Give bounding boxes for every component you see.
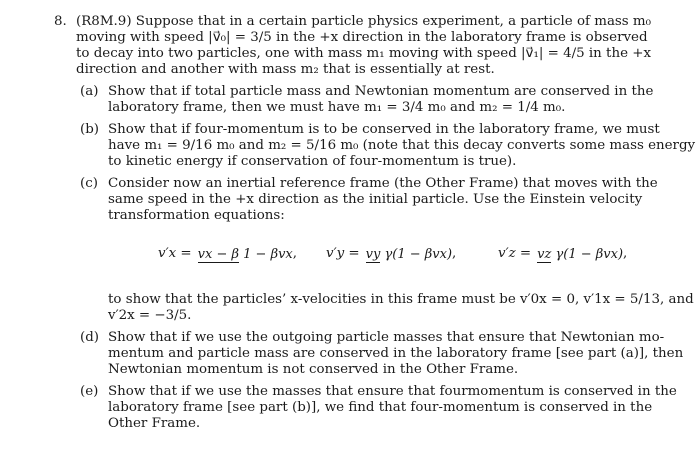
equation-numerator: vy [365, 246, 381, 262]
part-line: Show that if we use the outgoing particle masses that ensure that Newtonian mo- [108, 330, 665, 345]
equation-denominator: 1 − βvx [243, 246, 293, 262]
intro-line: to decay into two particles, one with mass m₁ moving with speed |v⃗₁| = 4/5 in the +x [76, 46, 652, 61]
equation-vy [326, 232, 456, 276]
part-line: have m₁ = 9/16 m₀ and m₂ = 5/16 m₀ (note that this decay converts some mass energy [108, 138, 696, 153]
equation-numerator: vz [537, 246, 552, 262]
part-line: Show that if four-momentum is to be conserved in the laboratory frame, we must [108, 122, 660, 137]
part-line: Show that if total particle mass and Newtonian momentum are conserved in the [108, 84, 654, 99]
part-line: Newtonian momentum is not conserved in the Other Frame. [108, 362, 519, 377]
part-label: (a) [80, 84, 99, 99]
part-a [76, 84, 666, 116]
equation-lhs: v′z = [498, 246, 532, 261]
equation-vz [498, 232, 627, 276]
problem-number: 8. [54, 14, 67, 29]
part-line: laboratory frame, then we must have m₁ = 3/4 m₀ and m₂ = 1/4 m₀. [108, 100, 566, 115]
part-line: mentum and particle mass are conserved in the laboratory frame [see part (a)], then [108, 346, 684, 361]
part-c [76, 176, 694, 324]
intro-line: moving with speed |v⃗₀| = 3/5 in the +x direction in the laboratory frame is observed [76, 30, 648, 45]
part-line: Show that if we use the masses that ensure that fourmomentum is conserved in the [108, 384, 677, 399]
velocity-transformation-equations [108, 232, 666, 286]
equation-lhs: v′x = [158, 246, 192, 261]
part-line: to kinetic energy if conservation of four-momentum is true). [108, 154, 517, 169]
intro-line: (R8M.9) Suppose that in a certain particle physics experiment, a particle of mass m₀ [76, 14, 651, 29]
intro-line: direction and another with mass m₂ that is essentially at rest. [76, 62, 495, 77]
problem-parts [76, 84, 696, 432]
part-label: (d) [80, 330, 100, 345]
equation-numerator: vx − β [197, 246, 239, 262]
equation-tail: , [292, 246, 298, 261]
part-line: Other Frame. [108, 416, 201, 431]
problem-8 [54, 14, 696, 438]
equation-lhs: v′y = [326, 246, 360, 261]
equation-fraction [366, 246, 452, 263]
part-b [76, 122, 696, 170]
part-label: (e) [80, 384, 99, 399]
equation-fraction [537, 246, 623, 263]
equation-vx [158, 232, 297, 276]
equation-fraction [198, 246, 293, 263]
problem-intro [76, 14, 666, 78]
part-line: same speed in the +x direction as the initial particle. Use the Einstein velocity [108, 192, 643, 207]
part-line: Consider now an inertial reference frame (the Other Frame) that moves with the [108, 176, 658, 191]
part-label: (b) [80, 122, 100, 137]
equation-tail: , [623, 246, 628, 261]
part-line: laboratory frame [see part (b)], we find that four-momentum is conserved in the [108, 400, 653, 415]
equation-denominator: γ(1 − βvx) [384, 246, 453, 262]
part-e [76, 384, 677, 432]
part-d [76, 330, 684, 378]
part-line: transformation equations: [108, 208, 285, 223]
part-line: v′2x = −3/5. [108, 308, 192, 323]
equation-tail: , [452, 246, 457, 261]
part-line: to show that the particles’ x-velocities in this frame must be v′0x = 0, v′1x = 5/13, and [108, 292, 694, 307]
equation-denominator: γ(1 − βvx) [555, 246, 624, 262]
part-label: (c) [80, 176, 98, 191]
